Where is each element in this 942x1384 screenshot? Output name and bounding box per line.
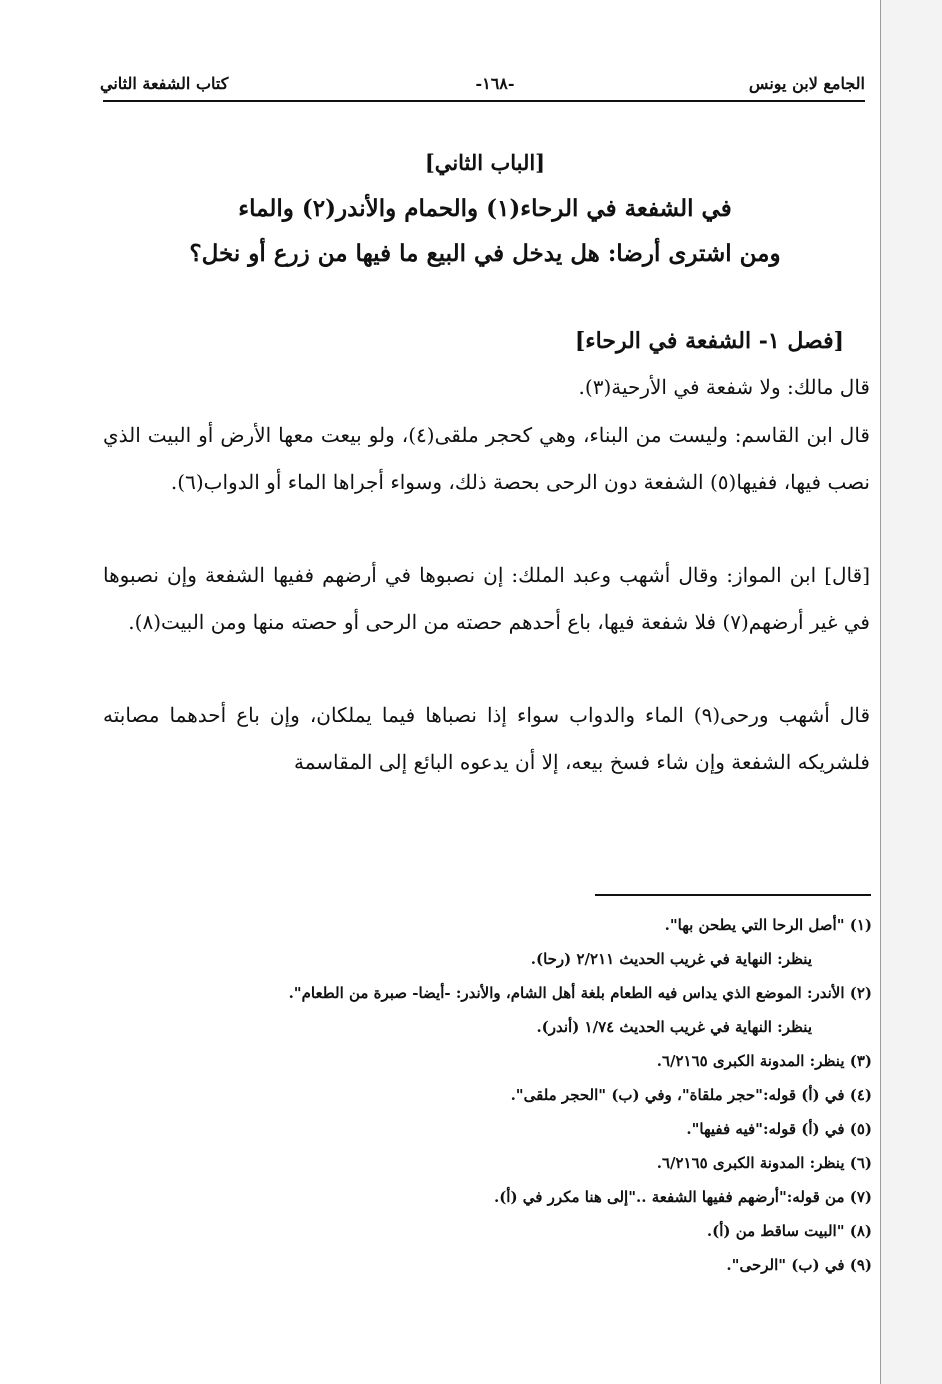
page-edge-line	[880, 0, 881, 1384]
footnote-reference: ينظر: النهاية في غريب الحديث ٢/٢١١ (رحا).	[530, 950, 812, 968]
chapter-label: [الباب الثاني]	[424, 150, 546, 175]
footnote: (١) "أصل الرحا التي يطحن بها".	[664, 916, 872, 934]
header-divider	[103, 100, 865, 102]
footnotes	[150, 908, 872, 1282]
running-header-book: الجامع لابن يونس	[748, 74, 865, 93]
chapter-subtitle: ومن اشترى أرضا: هل يدخل في البيع ما فيها من زرع أو نخل؟	[189, 240, 781, 267]
running-header-chapter: كتاب الشفعة الثاني	[100, 74, 229, 93]
chapter-title: في الشفعة في الرحاء(١) والحمام والأندر(٢) والماء	[238, 195, 732, 222]
footnote: (٤) في (أ) قوله:"حجر ملقاة"، وفي (ب) "الحجر ملقى".	[510, 1086, 872, 1104]
page-edge-shadow	[881, 0, 942, 1384]
section-heading: [فصل ١- الشفعة في الرحاء]	[574, 328, 844, 354]
footnote: (٢) الأندر: الموضع الذي يداس فيه الطعام بلغة أهل الشام، والأندر: -أيضا- صبرة من الطعام".	[288, 984, 872, 1002]
footnote-divider	[595, 894, 871, 896]
page-number: -١٦٨-	[475, 74, 515, 93]
paragraph: قال أشهب ورحى(٩) الماء والدواب سواء إذا نصباها فيما يملكان، وإن باع أحدهما مصابته فلشريكه الشفعة وإن شاء فسخ بيعه، إلا أن يدعوه البائع إلى المقاسمة	[103, 703, 870, 774]
paragraph: [قال] ابن المواز: وقال أشهب وعبد الملك: إن نصبوها في أرضهم ففيها الشفعة وإن نصبوها في غير أرضهم(٧) فلا شفعة فيها، باع أحدهم حصته من الرحى أو حصته منها ومن البيت(٨).	[103, 563, 870, 634]
footnote: (٨) "البيت ساقط من (أ).	[706, 1222, 872, 1240]
paragraph: قال مالك: ولا شفعة في الأرحية(٣).	[578, 375, 870, 399]
footnote: (٣) ينظر: المدونة الكبرى ٦/٢١٦٥.	[656, 1052, 872, 1070]
footnote: (٦) ينظر: المدونة الكبرى ٦/٢١٦٥.	[656, 1154, 872, 1172]
footnote: (٥) في (أ) قوله:"فيه ففيها".	[686, 1120, 872, 1138]
footnote-reference: ينظر: النهاية في غريب الحديث ١/٧٤ (أندر).	[536, 1018, 812, 1036]
footnote: (٩) في (ب) "الرحى".	[726, 1256, 872, 1274]
paragraph: قال ابن القاسم: وليست من البناء، وهي كحجر ملقى(٤)، ولو بيعت معها الأرض أو البيت الذي نصب فيها، ففيها(٥) الشفعة دون الرحى بحصة ذلك، وسواء أجراها الماء أو الدواب(٦).	[103, 423, 870, 494]
footnote: (٧) من قوله:"أرضهم ففيها الشفعة .."إلى هنا مكرر في (أ).	[493, 1188, 872, 1206]
